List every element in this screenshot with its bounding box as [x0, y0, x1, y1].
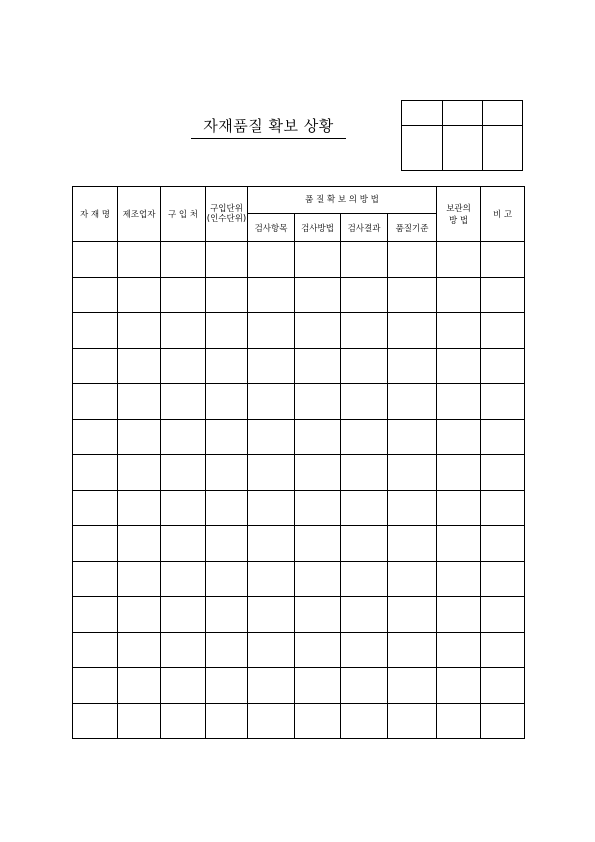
table-cell[interactable] — [118, 597, 161, 633]
table-cell[interactable] — [341, 703, 388, 739]
table-cell[interactable] — [161, 526, 206, 562]
table-cell[interactable] — [295, 597, 341, 633]
table-cell[interactable] — [161, 313, 206, 349]
table-row — [73, 597, 525, 633]
table-cell[interactable] — [437, 561, 481, 597]
table-cell[interactable] — [341, 632, 388, 668]
table-row — [73, 668, 525, 704]
table-row — [73, 419, 525, 455]
table-body — [73, 242, 525, 739]
table-cell[interactable] — [388, 490, 437, 526]
approval-head-cell[interactable] — [483, 101, 523, 126]
table-cell[interactable] — [206, 668, 248, 704]
header-purchase-place: 구 입 처 — [161, 187, 206, 242]
table-cell[interactable] — [481, 632, 525, 668]
table-cell[interactable] — [248, 419, 295, 455]
table-cell[interactable] — [437, 632, 481, 668]
table-cell[interactable] — [388, 703, 437, 739]
table-cell[interactable] — [118, 313, 161, 349]
table-cell[interactable] — [73, 597, 118, 633]
header-storage-method: 보관의 방 법 — [437, 187, 481, 242]
title-underline — [191, 138, 346, 139]
table-cell[interactable] — [437, 490, 481, 526]
table-cell[interactable] — [388, 313, 437, 349]
table-cell[interactable] — [118, 419, 161, 455]
table-row — [73, 277, 525, 313]
table-cell[interactable] — [206, 313, 248, 349]
table-cell[interactable] — [295, 313, 341, 349]
table-cell[interactable] — [388, 455, 437, 491]
table-row — [73, 313, 525, 349]
table-cell[interactable] — [73, 384, 118, 420]
table-row — [73, 703, 525, 739]
table-cell[interactable] — [73, 703, 118, 739]
table-cell[interactable] — [437, 277, 481, 313]
table-cell[interactable] — [118, 526, 161, 562]
table-cell[interactable] — [206, 561, 248, 597]
material-quality-table — [72, 186, 525, 739]
table-cell[interactable] — [341, 384, 388, 420]
table-cell[interactable] — [388, 561, 437, 597]
table-cell[interactable] — [248, 597, 295, 633]
table-cell[interactable] — [248, 526, 295, 562]
table-cell[interactable] — [437, 419, 481, 455]
table-cell[interactable] — [118, 348, 161, 384]
table-cell[interactable] — [481, 348, 525, 384]
table-cell[interactable] — [161, 348, 206, 384]
table-cell[interactable] — [118, 668, 161, 704]
table-row — [73, 490, 525, 526]
table-cell[interactable] — [388, 348, 437, 384]
table-cell[interactable] — [481, 526, 525, 562]
header-material-name: 자 재 명 — [73, 187, 118, 242]
table-cell[interactable] — [206, 348, 248, 384]
table-cell[interactable] — [248, 384, 295, 420]
table-cell[interactable] — [295, 490, 341, 526]
table-row — [73, 455, 525, 491]
table-cell[interactable] — [295, 384, 341, 420]
table-cell[interactable] — [481, 668, 525, 704]
table-cell[interactable] — [437, 242, 481, 278]
table-cell[interactable] — [118, 242, 161, 278]
table-cell[interactable] — [388, 419, 437, 455]
table-cell[interactable] — [295, 455, 341, 491]
table-cell[interactable] — [481, 242, 525, 278]
table-cell[interactable] — [437, 348, 481, 384]
table-cell[interactable] — [341, 597, 388, 633]
table-cell[interactable] — [295, 668, 341, 704]
table-cell[interactable] — [73, 242, 118, 278]
table-cell[interactable] — [341, 668, 388, 704]
table-cell[interactable] — [73, 668, 118, 704]
table-cell[interactable] — [73, 455, 118, 491]
table-cell[interactable] — [73, 490, 118, 526]
table-cell[interactable] — [118, 490, 161, 526]
table-cell[interactable] — [206, 242, 248, 278]
table-cell[interactable] — [161, 561, 206, 597]
table-cell[interactable] — [388, 242, 437, 278]
table-cell[interactable] — [161, 419, 206, 455]
table-row — [73, 384, 525, 420]
table-cell[interactable] — [341, 561, 388, 597]
table-cell[interactable] — [161, 668, 206, 704]
table-cell[interactable] — [73, 526, 118, 562]
table-cell[interactable] — [481, 455, 525, 491]
table-cell[interactable] — [341, 455, 388, 491]
table-cell[interactable] — [118, 561, 161, 597]
table-cell[interactable] — [161, 384, 206, 420]
approval-sign-cell[interactable] — [483, 126, 523, 171]
table-cell[interactable] — [341, 313, 388, 349]
table-cell[interactable] — [388, 384, 437, 420]
table-cell[interactable] — [437, 668, 481, 704]
table-cell[interactable] — [248, 277, 295, 313]
table-cell[interactable] — [206, 490, 248, 526]
table-cell[interactable] — [73, 561, 118, 597]
subheader-inspection-method: 검사방법 — [295, 214, 341, 242]
table-cell[interactable] — [73, 277, 118, 313]
approval-sign-cell[interactable] — [443, 126, 483, 171]
table-cell[interactable] — [388, 597, 437, 633]
table-row — [73, 242, 525, 278]
table-cell[interactable] — [341, 242, 388, 278]
approval-head-cell[interactable] — [402, 101, 443, 126]
table-row — [73, 348, 525, 384]
table-cell[interactable] — [341, 348, 388, 384]
table-cell[interactable] — [388, 668, 437, 704]
table-cell[interactable] — [437, 455, 481, 491]
subheader-inspection-item: 검사항목 — [248, 214, 295, 242]
table-cell[interactable] — [206, 526, 248, 562]
table-cell[interactable] — [388, 526, 437, 562]
table-cell[interactable] — [206, 632, 248, 668]
header-purchase-unit: 구입단위 (인수단위) — [206, 187, 248, 242]
table-cell[interactable] — [295, 348, 341, 384]
table-cell[interactable] — [481, 703, 525, 739]
table-cell[interactable] — [206, 703, 248, 739]
table-cell[interactable] — [248, 313, 295, 349]
table-cell[interactable] — [161, 455, 206, 491]
table-cell[interactable] — [161, 242, 206, 278]
table-cell[interactable] — [161, 703, 206, 739]
page-title: 자재품질 확보 상황 — [203, 117, 334, 135]
table-cell[interactable] — [437, 384, 481, 420]
header-manufacturer: 제조업자 — [118, 187, 161, 242]
table-cell[interactable] — [481, 597, 525, 633]
table-cell[interactable] — [481, 561, 525, 597]
table-cell[interactable] — [73, 632, 118, 668]
table-cell[interactable] — [295, 703, 341, 739]
table-cell[interactable] — [248, 348, 295, 384]
table-cell[interactable] — [73, 313, 118, 349]
approval-box — [401, 100, 523, 171]
table-cell[interactable] — [118, 277, 161, 313]
table-cell[interactable] — [437, 703, 481, 739]
table-row — [73, 561, 525, 597]
table-cell[interactable] — [388, 277, 437, 313]
table-cell[interactable] — [341, 277, 388, 313]
table-cell[interactable] — [248, 703, 295, 739]
table-cell[interactable] — [481, 490, 525, 526]
table-cell[interactable] — [481, 419, 525, 455]
table-row — [73, 632, 525, 668]
table-cell[interactable] — [295, 561, 341, 597]
table-cell[interactable] — [295, 242, 341, 278]
table-cell[interactable] — [341, 526, 388, 562]
table-cell[interactable] — [437, 526, 481, 562]
table-cell[interactable] — [118, 632, 161, 668]
table-cell[interactable] — [206, 277, 248, 313]
table-cell[interactable] — [118, 384, 161, 420]
table-cell[interactable] — [248, 242, 295, 278]
table-cell[interactable] — [206, 384, 248, 420]
table-cell[interactable] — [161, 277, 206, 313]
table-cell[interactable] — [295, 277, 341, 313]
subheader-inspection-result: 검사결과 — [341, 214, 388, 242]
table-row — [73, 526, 525, 562]
table-cell[interactable] — [73, 348, 118, 384]
table-cell[interactable] — [481, 384, 525, 420]
approval-sign-cell[interactable] — [402, 126, 443, 171]
table-cell[interactable] — [341, 490, 388, 526]
subheader-quality-standard: 품질기준 — [388, 214, 437, 242]
table-cell[interactable] — [295, 419, 341, 455]
table-cell[interactable] — [248, 668, 295, 704]
table-cell[interactable] — [206, 455, 248, 491]
table-cell[interactable] — [437, 597, 481, 633]
table-cell[interactable] — [248, 455, 295, 491]
table-cell[interactable] — [295, 526, 341, 562]
table-cell[interactable] — [341, 419, 388, 455]
table-cell[interactable] — [161, 597, 206, 633]
table-cell[interactable] — [437, 313, 481, 349]
table-cell[interactable] — [248, 561, 295, 597]
header-remarks: 비 고 — [481, 187, 525, 242]
table-cell[interactable] — [73, 419, 118, 455]
table-cell[interactable] — [248, 490, 295, 526]
table-cell[interactable] — [388, 632, 437, 668]
table-cell[interactable] — [118, 455, 161, 491]
header-quality-methods: 품 질 확 보 의 방 법 — [248, 187, 437, 214]
table-cell[interactable] — [481, 277, 525, 313]
table-cell[interactable] — [118, 703, 161, 739]
table-cell[interactable] — [206, 597, 248, 633]
table-cell[interactable] — [161, 490, 206, 526]
table-cell[interactable] — [161, 632, 206, 668]
table-cell[interactable] — [481, 313, 525, 349]
approval-head-cell[interactable] — [443, 101, 483, 126]
table-cell[interactable] — [295, 632, 341, 668]
table-cell[interactable] — [206, 419, 248, 455]
table-cell[interactable] — [248, 632, 295, 668]
